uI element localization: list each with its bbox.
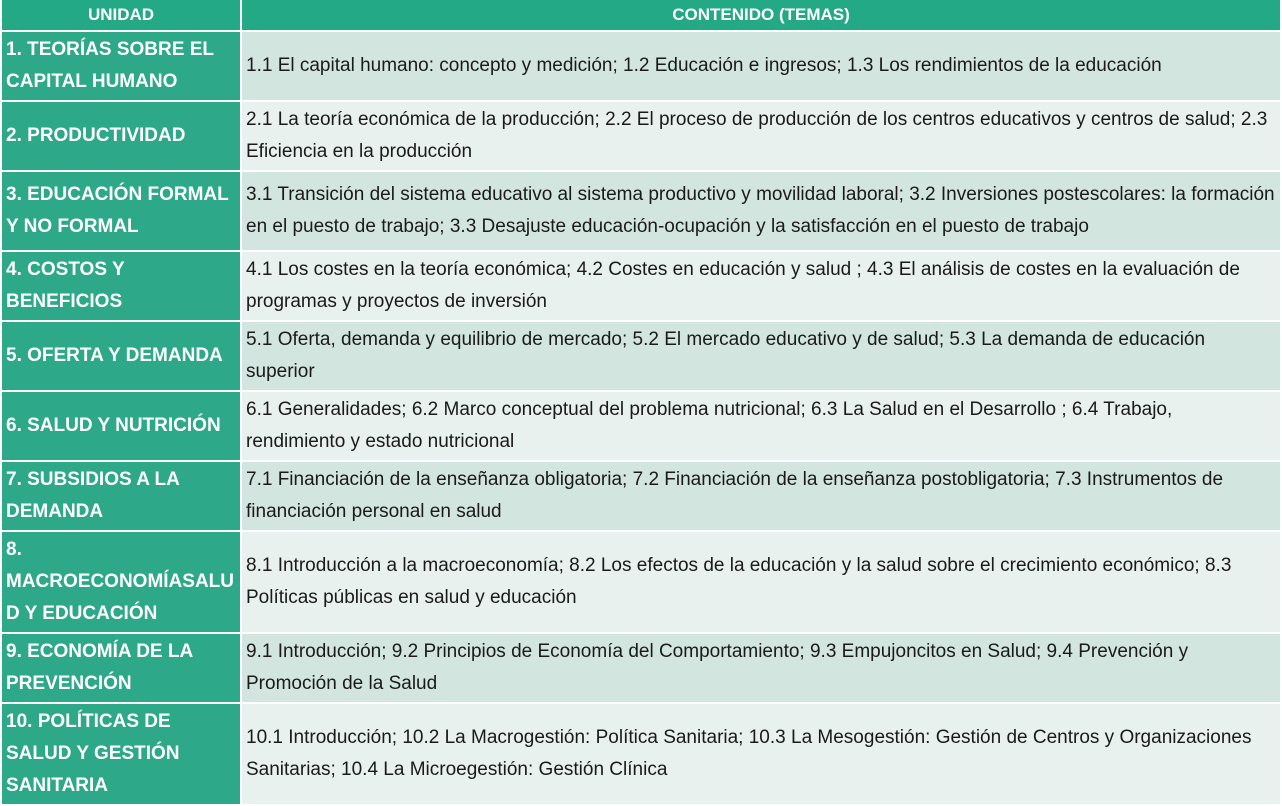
content-cell: 3.1 Transición del sistema educativo al sistema productivo y movilidad laboral; 3.2 Inversiones postescolares: la formación en el puesto de trabajo; 3.3 Desajuste educación-ocupación y la satisfacción en el puesto de trabajo: [241, 171, 1281, 251]
table-row: [1, 531, 1281, 633]
table-row: [1, 703, 1281, 805]
content-cell: 1.1 El capital humano: concepto y medición; 1.2 Educación e ingresos; 1.3 Los rendimientos de la educación: [241, 31, 1281, 101]
table-row: [1, 251, 1281, 321]
table-row: [1, 321, 1281, 391]
unit-cell: 1. TEORÍAS SOBRE EL CAPITAL HUMANO: [1, 31, 241, 101]
unit-cell: 6. SALUD Y NUTRICIÓN: [1, 391, 241, 461]
unit-cell: 4. COSTOS Y BENEFICIOS: [1, 251, 241, 321]
content-cell: 7.1 Financiación de la enseñanza obligatoria; 7.2 Financiación de la enseñanza postobligatoria; 7.3 Instrumentos de financiación personal en salud: [241, 461, 1281, 531]
unit-cell: 10. POLÍTICAS DE SALUD Y GESTIÓN SANITARIA: [1, 703, 241, 805]
unit-cell: 2. PRODUCTIVIDAD: [1, 101, 241, 171]
content-cell: 9.1 Introducción; 9.2 Principios de Economía del Comportamiento; 9.3 Empujoncitos en Salud; 9.4 Prevención y Promoción de la Salud: [241, 633, 1281, 703]
table-row: [1, 171, 1281, 251]
content-cell: 4.1 Los costes en la teoría económica; 4.2 Costes en educación y salud ; 4.3 El análisis de costes en la evaluación de programas y proyectos de inversión: [241, 251, 1281, 321]
content-cell: 6.1 Generalidades; 6.2 Marco conceptual del problema nutricional; 6.3 La Salud en el Desarrollo ; 6.4 Trabajo, rendimiento y estado nutricional: [241, 391, 1281, 461]
unit-cell: 8. MACROECONOMÍASALUD Y EDUCACIÓN: [1, 531, 241, 633]
unit-cell: 7. SUBSIDIOS A LA DEMANDA: [1, 461, 241, 531]
header-row: [1, 0, 1281, 31]
content-cell: 8.1 Introducción a la macroeconomía; 8.2 Los efectos de la educación y la salud sobre el crecimiento económico; 8.3 Políticas públicas en salud y educación: [241, 531, 1281, 633]
table-row: [1, 391, 1281, 461]
header-contenido: CONTENIDO (TEMAS): [241, 0, 1281, 31]
content-cell: 5.1 Oferta, demanda y equilibrio de mercado; 5.2 El mercado educativo y de salud; 5.3 La demanda de educación superior: [241, 321, 1281, 391]
unit-cell: 9. ECONOMÍA DE LA PREVENCIÓN: [1, 633, 241, 703]
header-unidad: UNIDAD: [1, 0, 241, 31]
unit-cell: 3. EDUCACIÓN FORMAL Y NO FORMAL: [1, 171, 241, 251]
table-row: [1, 461, 1281, 531]
table-row: [1, 101, 1281, 171]
content-cell: 2.1 La teoría económica de la producción; 2.2 El proceso de producción de los centros educativos y centros de salud; 2.3 Eficiencia en la producción: [241, 101, 1281, 171]
table-row: [1, 31, 1281, 101]
table-row: [1, 633, 1281, 703]
content-cell: 10.1 Introducción; 10.2 La Macrogestión: Política Sanitaria; 10.3 La Mesogestión: Gestión de Centros y Organizaciones Sanitarias; 10.4 La Microegestión: Gestión Clínica: [241, 703, 1281, 805]
unit-cell: 5. OFERTA Y DEMANDA: [1, 321, 241, 391]
